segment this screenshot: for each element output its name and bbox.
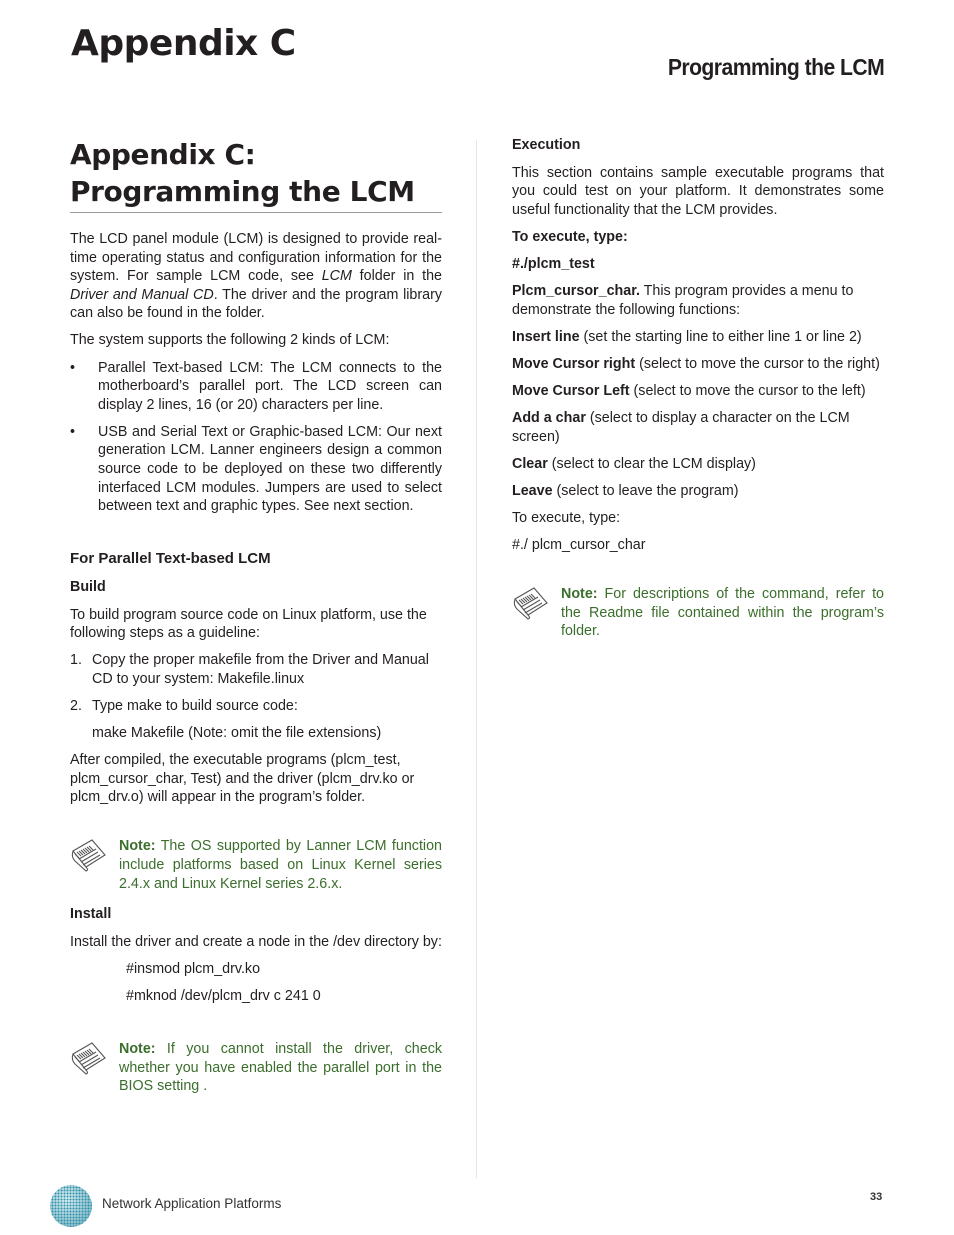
note-label: Note: xyxy=(119,838,156,855)
list-item: • Parallel Text-based LCM: The LCM connects to the motherboard’s parallel port. The LCD screen can display 2 lines, 16 (or 20) characters per line. xyxy=(70,359,442,413)
bullet-icon: • xyxy=(70,423,76,440)
build-steps xyxy=(70,651,442,715)
running-title: Programming the LCM xyxy=(667,54,884,80)
bullet-icon: • xyxy=(70,359,76,376)
company-globe-logo-icon xyxy=(48,1183,94,1234)
to-execute-label: To execute, type: xyxy=(512,228,628,245)
list-item: 2. Type make to build source code: xyxy=(70,697,298,714)
function-clear: Clear (select to clear the LCM display) xyxy=(512,455,756,472)
appendix-header: Appendix C xyxy=(71,23,296,64)
make-command: make Makefile (Note: omit the file extensions) xyxy=(92,724,382,741)
section-title xyxy=(70,136,442,213)
right-column xyxy=(512,136,884,641)
note-parallel-port: Note: If you cannot install the driver, check whether you have enabled the parallel port in the BIOS setting . xyxy=(70,1040,442,1096)
note-readme: Note: For descriptions of the command, refer to the Readme file contained within the program’s folder. xyxy=(512,585,884,641)
to-execute-plain: To execute, type: xyxy=(512,509,621,526)
function-move-cursor-right: Move Cursor right (select to move the cursor to the right) xyxy=(512,355,880,372)
notepad-icon xyxy=(70,1040,108,1082)
build-intro: To build program source code on Linux platform, use the following steps as a guideline: xyxy=(70,606,427,642)
note-os-supported: Note: The OS supported by Lanner LCM function include platforms based on Linux Kernel series 2.4.x and Linux Kernel series 2.6.x. xyxy=(70,837,442,893)
section-title-line1: Appendix C: xyxy=(70,138,256,171)
note-label: Note: xyxy=(119,1041,156,1057)
function-insert-line: Insert line (set the starting line to either line 1 or line 2) xyxy=(512,328,862,345)
lcm-folder-name: LCM xyxy=(321,268,352,285)
notepad-icon xyxy=(512,585,550,627)
notepad-icon xyxy=(70,837,108,879)
after-compiled-paragraph: After compiled, the executable programs (plcm_test, plcm_cursor_char, Test) and the driver (plcm_drv.ko or plcm_drv.o) will appear in the program’s folder. xyxy=(70,752,415,806)
install-heading: Install xyxy=(70,906,112,923)
step-number: 2. xyxy=(70,697,82,714)
build-heading: Build xyxy=(70,578,106,595)
column-divider xyxy=(476,140,477,1178)
execution-intro: This section contains sample executable programs that you could test on your platform. It demonstrates some useful functionality that the LCM provides. xyxy=(512,164,884,218)
list-item: • USB and Serial Text or Graphic-based LCM: Our next generation LCM. Lanner engineers design a common source code to be deployed on these two differently interfaced LCM modules. Jumpers are used to select between text and graphic types. See next section. xyxy=(70,423,442,515)
parallel-lcm-heading: For Parallel Text-based LCM xyxy=(70,550,271,568)
plcm-test-command: #./plcm_test xyxy=(512,255,595,272)
page-number: 33 xyxy=(870,1191,883,1203)
cursor-char-description: Plcm_cursor_char. This program provides a menu to demonstrate the following functions: xyxy=(512,283,854,318)
cursor-char-command: #./ plcm_cursor_char xyxy=(512,537,646,553)
insmod-command: #insmod plcm_drv.ko xyxy=(126,960,261,977)
note-label: Note: xyxy=(561,586,598,603)
step-number: 1. xyxy=(70,652,82,669)
footer-text: Network Application Platforms xyxy=(102,1196,282,1211)
mknod-command: #mknod /dev/plcm_drv c 241 0 xyxy=(126,987,321,1004)
lcm-kinds-intro: The system supports the following 2 kinds of LCM: xyxy=(70,332,390,349)
left-column xyxy=(70,136,442,1096)
cd-name: Driver and Manual CD xyxy=(70,286,214,303)
function-move-cursor-left: Move Cursor Left (select to move the cursor to the left) xyxy=(512,382,866,399)
section-title-line2: Programming the LCM xyxy=(70,175,415,208)
function-leave: Leave (select to leave the program) xyxy=(512,482,739,499)
list-item: 1. Copy the proper makefile from the Driver and Manual CD to your system: Makefile.linux xyxy=(70,652,429,687)
lcm-kinds-list xyxy=(70,359,442,516)
install-intro: Install the driver and create a node in the /dev directory by: xyxy=(70,933,442,950)
execution-heading: Execution xyxy=(512,137,581,153)
intro-paragraph: The LCD panel module (LCM) is designed to provide real-time operating status and configuration information for the system. For sample LCM code, see LCM folder in the Driver and Manual CD. The driver and the program library can also be found in the folder. xyxy=(70,231,443,322)
function-add-char: Add a char (select to display a character on the LCM screen) xyxy=(512,410,850,445)
